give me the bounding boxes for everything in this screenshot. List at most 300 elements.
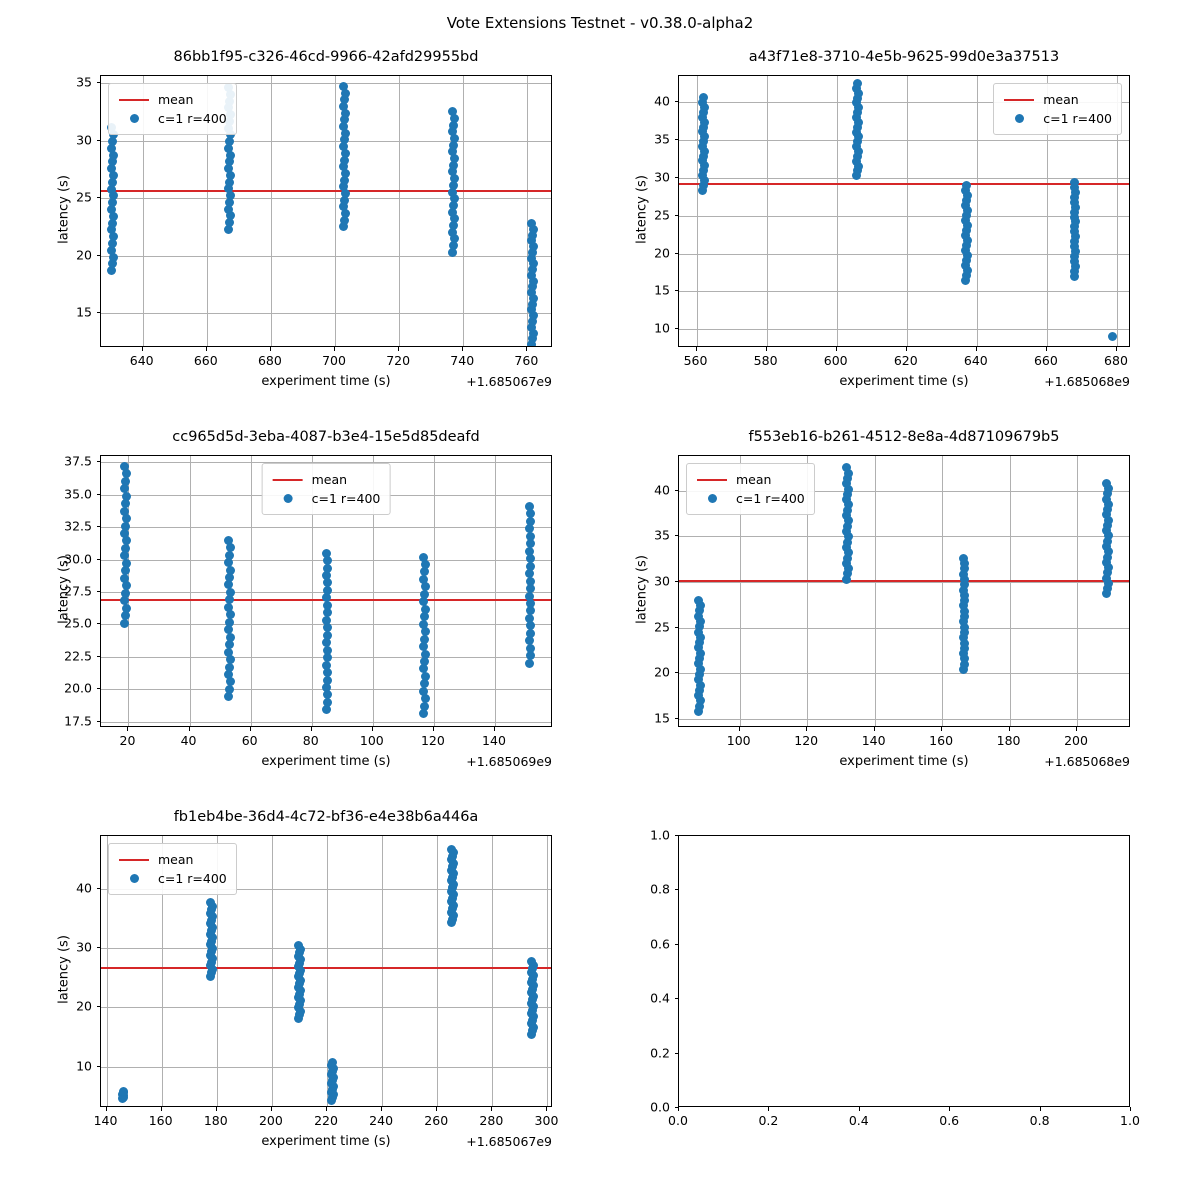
gridline-vertical — [837, 76, 838, 346]
chart-panel — [634, 429, 1130, 769]
gridline-vertical — [271, 76, 272, 346]
x-tick-mark — [491, 1107, 492, 1111]
data-point — [525, 502, 534, 511]
y-tick-mark — [97, 526, 101, 527]
x-tick-label: 640 — [963, 353, 988, 368]
x-tick-label: 680 — [257, 353, 282, 368]
x-tick-label: 180 — [203, 1113, 228, 1128]
chart-panel — [56, 49, 552, 389]
x-tick-label: 260 — [424, 1113, 449, 1128]
data-point — [525, 614, 534, 623]
gridline-horizontal — [101, 198, 551, 199]
x-tick-label: 100 — [359, 733, 384, 748]
gridline-horizontal — [679, 536, 1129, 537]
mean-line-swatch — [118, 99, 150, 101]
legend-label-mean: mean — [311, 472, 348, 487]
x-axis-offset-label: +1.685068e9 — [1044, 754, 1130, 769]
x-tick-label: 20 — [119, 733, 136, 748]
y-tick-mark — [675, 998, 679, 999]
x-tick-label: 280 — [479, 1113, 504, 1128]
x-tick-label: 160 — [929, 733, 954, 748]
mean-line — [101, 190, 551, 192]
x-tick-mark — [398, 347, 399, 351]
x-tick-mark — [433, 727, 434, 731]
x-tick-mark — [1130, 1107, 1131, 1111]
y-tick-mark — [675, 1053, 679, 1054]
x-tick-mark — [206, 347, 207, 351]
y-tick-mark — [97, 559, 101, 560]
y-axis-label: latency (s) — [56, 555, 72, 624]
x-tick-label: 580 — [753, 353, 778, 368]
x-tick-label: 560 — [683, 353, 708, 368]
gridline-horizontal — [679, 582, 1129, 583]
gridline-vertical — [1010, 456, 1011, 726]
data-point — [122, 559, 131, 568]
y-tick-label: 25 — [76, 189, 92, 205]
series-marker-swatch — [1003, 114, 1035, 123]
x-axis-label: experiment time (s) — [261, 754, 391, 769]
data-point — [224, 603, 233, 612]
x-tick-mark — [976, 347, 977, 351]
x-tick-label: 0.0 — [668, 1113, 688, 1128]
data-point — [1108, 332, 1117, 341]
y-axis-label: latency (s) — [634, 555, 650, 624]
gridline-horizontal — [679, 140, 1129, 141]
y-tick-mark — [675, 627, 679, 628]
data-point — [525, 659, 534, 668]
data-point — [420, 590, 429, 599]
legend-dot-icon — [130, 114, 139, 123]
x-tick-mark — [766, 347, 767, 351]
data-point — [959, 554, 968, 563]
x-tick-label: 660 — [193, 353, 218, 368]
x-tick-mark — [768, 1107, 769, 1111]
x-tick-mark — [696, 347, 697, 351]
gridline-vertical — [875, 456, 876, 726]
y-axis-label: latency (s) — [56, 935, 72, 1004]
x-tick-label: 60 — [241, 733, 258, 748]
data-point — [323, 646, 332, 655]
x-tick-mark — [678, 1107, 679, 1111]
data-point — [121, 544, 130, 553]
data-point — [225, 685, 234, 694]
y-tick-label: 15 — [654, 710, 670, 726]
chart-legend — [686, 463, 815, 515]
x-tick-mark — [949, 1107, 950, 1111]
y-tick-label: 1.0 — [650, 827, 670, 843]
x-tick-label: 140 — [861, 733, 886, 748]
gridline-horizontal — [679, 628, 1129, 629]
chart-panel — [650, 827, 1140, 1128]
y-axis-label: latency (s) — [634, 175, 650, 244]
x-tick-label: 160 — [148, 1113, 173, 1128]
mean-line — [101, 967, 551, 969]
x-tick-mark — [161, 1107, 162, 1111]
mean-line-swatch — [1003, 99, 1035, 101]
y-tick-mark — [675, 328, 679, 329]
x-axis-label: experiment time (s) — [839, 754, 969, 769]
x-tick-mark — [859, 1107, 860, 1111]
gridline-vertical — [434, 456, 435, 726]
y-tick-mark — [97, 140, 101, 141]
legend-entry-mean — [118, 90, 227, 109]
legend-entry-series — [696, 489, 805, 508]
gridline-horizontal — [101, 722, 551, 723]
gridline-vertical — [907, 76, 908, 346]
y-tick-label: 20 — [76, 247, 92, 263]
y-tick-label: 30 — [654, 169, 670, 185]
gridline-horizontal — [679, 254, 1129, 255]
gridline-horizontal — [679, 329, 1129, 330]
legend-line-icon — [119, 859, 149, 861]
legend-entry-mean — [118, 850, 227, 869]
data-point — [322, 616, 331, 625]
y-tick-mark — [97, 255, 101, 256]
x-axis-label: experiment time (s) — [839, 374, 969, 389]
y-tick-label: 20.0 — [64, 680, 92, 696]
data-point — [420, 702, 429, 711]
x-tick-mark — [216, 1107, 217, 1111]
data-point — [527, 219, 536, 228]
legend-entry-series — [272, 489, 381, 508]
x-tick-label: 200 — [258, 1113, 283, 1128]
x-tick-mark — [1076, 727, 1077, 731]
x-tick-label: 0.2 — [758, 1113, 779, 1128]
data-point — [526, 517, 535, 526]
gridline-horizontal — [101, 948, 551, 949]
y-tick-label: 35 — [76, 74, 92, 90]
mean-line-swatch — [118, 859, 150, 861]
y-tick-label: 0.4 — [650, 990, 670, 1006]
data-point — [526, 644, 535, 653]
mean-line — [679, 183, 1129, 185]
x-tick-label: 0.8 — [1029, 1113, 1050, 1128]
x-tick-mark — [381, 1107, 382, 1111]
y-tick-mark — [675, 177, 679, 178]
chart-legend — [993, 83, 1122, 135]
data-point — [323, 631, 332, 640]
series-marker-swatch — [118, 114, 150, 123]
data-point — [226, 633, 235, 642]
data-point — [419, 620, 428, 629]
x-tick-mark — [127, 727, 128, 731]
y-tick-label: 20 — [654, 664, 670, 680]
gridline-horizontal — [679, 291, 1129, 292]
y-tick-label: 10 — [654, 320, 670, 336]
gridline-horizontal — [101, 1067, 551, 1068]
y-tick-label: 30 — [76, 939, 92, 955]
x-tick-mark — [436, 1107, 437, 1111]
y-tick-label: 22.5 — [64, 648, 92, 664]
legend-label-series: c=1 r=400 — [158, 871, 227, 886]
data-point — [526, 562, 535, 571]
y-tick-mark — [675, 581, 679, 582]
y-tick-label: 25.0 — [64, 615, 92, 631]
gridline-vertical — [335, 76, 336, 346]
x-tick-label: 200 — [1064, 733, 1088, 748]
x-tick-mark — [906, 347, 907, 351]
y-tick-label: 0.0 — [650, 1099, 670, 1115]
y-tick-mark — [675, 215, 679, 216]
x-tick-label: 240 — [369, 1113, 394, 1128]
data-point — [962, 181, 971, 190]
legend-line-icon — [1004, 99, 1034, 101]
y-tick-label: 37.5 — [64, 453, 92, 469]
data-point — [419, 553, 428, 562]
data-point — [526, 629, 535, 638]
chart-legend — [262, 463, 391, 515]
x-tick-label: 600 — [823, 353, 848, 368]
y-tick-mark — [97, 888, 101, 889]
chart-title: a43f71e8-3710-4e5b-9625-99d0e3a37513 — [748, 49, 1060, 65]
legend-line-icon — [697, 479, 727, 481]
legend-label-series: c=1 r=400 — [311, 491, 381, 506]
y-tick-mark — [97, 82, 101, 83]
x-axis-offset-label: +1.685067e9 — [466, 1134, 552, 1149]
y-tick-label: 30 — [76, 132, 92, 148]
x-tick-mark — [142, 347, 143, 351]
legend-entry-series — [1003, 109, 1112, 128]
x-tick-label: 760 — [514, 353, 539, 368]
x-tick-mark — [372, 727, 373, 731]
data-point — [328, 1058, 337, 1067]
data-point — [322, 549, 331, 558]
x-tick-label: 40 — [180, 733, 197, 748]
x-tick-label: 140 — [93, 1113, 118, 1128]
y-tick-label: 30.0 — [64, 551, 92, 567]
x-tick-label: 1.0 — [1120, 1113, 1140, 1128]
data-point — [224, 536, 233, 545]
y-tick-label: 40 — [654, 482, 670, 498]
gridline-horizontal — [679, 719, 1129, 720]
x-axis-offset-label: +1.685067e9 — [466, 374, 552, 389]
x-tick-label: 80 — [302, 733, 319, 748]
x-tick-mark — [271, 1107, 272, 1111]
data-point — [421, 605, 430, 614]
x-tick-mark — [836, 347, 837, 351]
x-tick-label: 740 — [450, 353, 475, 368]
y-tick-label: 15 — [654, 282, 670, 298]
x-tick-mark — [1040, 1107, 1041, 1111]
gridline-horizontal — [101, 527, 551, 528]
data-point — [120, 462, 129, 471]
gridline-horizontal — [101, 141, 551, 142]
y-tick-mark — [675, 1107, 679, 1108]
legend-line-icon — [119, 99, 149, 101]
y-tick-mark — [97, 197, 101, 198]
x-axis-offset-label: +1.685068e9 — [1044, 374, 1130, 389]
legend-label-series: c=1 r=400 — [1043, 111, 1112, 126]
legend-entry-mean — [696, 470, 805, 489]
data-point — [120, 574, 129, 583]
y-tick-mark — [675, 101, 679, 102]
gridline-horizontal — [679, 673, 1129, 674]
y-tick-label: 10 — [76, 1058, 92, 1074]
legend-label-series: c=1 r=400 — [736, 491, 805, 506]
x-tick-label: 180 — [996, 733, 1021, 748]
data-point — [421, 672, 430, 681]
y-tick-mark — [675, 290, 679, 291]
y-tick-mark — [675, 889, 679, 890]
x-tick-label: 0.4 — [848, 1113, 869, 1128]
x-tick-label: 660 — [1033, 353, 1058, 368]
y-tick-mark — [97, 721, 101, 722]
y-tick-mark — [97, 461, 101, 462]
y-tick-mark — [675, 672, 679, 673]
chart-title: cc965d5d-3eba-4087-b3e4-15e5d85deafd — [172, 429, 480, 445]
x-tick-mark — [326, 1107, 327, 1111]
x-axis-label: experiment time (s) — [261, 1134, 391, 1149]
legend-label-mean: mean — [736, 472, 772, 487]
y-tick-label: 20 — [76, 998, 92, 1014]
y-tick-label: 0.8 — [650, 881, 670, 897]
x-tick-mark — [462, 347, 463, 351]
y-tick-mark — [97, 947, 101, 948]
chart-title: fb1eb4be-36d4-4c72-bf36-e4e38b6a446a — [173, 809, 479, 825]
y-tick-label: 35.0 — [64, 486, 92, 502]
data-point — [694, 596, 703, 605]
plot-area — [678, 835, 1130, 1107]
gridline-vertical — [463, 76, 464, 346]
data-point — [447, 845, 456, 854]
y-tick-label: 27.5 — [64, 583, 92, 599]
x-tick-label: 100 — [726, 733, 751, 748]
y-tick-label: 25 — [654, 207, 670, 223]
gridline-vertical — [495, 456, 496, 726]
y-tick-label: 35 — [654, 131, 670, 147]
gridline-vertical — [190, 456, 191, 726]
gridline-vertical — [1077, 456, 1078, 726]
x-tick-label: 140 — [482, 733, 506, 748]
x-tick-mark — [739, 727, 740, 731]
legend-entry-series — [118, 109, 227, 128]
x-tick-mark — [874, 727, 875, 731]
gridline-horizontal — [679, 216, 1129, 217]
legend-label-mean: mean — [158, 852, 194, 867]
y-tick-label: 30 — [654, 573, 670, 589]
x-tick-mark — [494, 727, 495, 731]
y-tick-mark — [675, 139, 679, 140]
data-point — [526, 532, 535, 541]
legend-entry-mean — [272, 470, 381, 489]
legend-entry-mean — [1003, 90, 1112, 109]
chart-panel — [634, 49, 1130, 389]
y-tick-mark — [675, 718, 679, 719]
data-point — [1102, 479, 1111, 488]
chart-legend — [108, 83, 237, 135]
data-point — [226, 588, 235, 597]
data-point — [323, 586, 332, 595]
legend-line-icon — [273, 479, 303, 481]
x-tick-mark — [334, 347, 335, 351]
mean-line-swatch — [696, 479, 728, 481]
gridline-vertical — [251, 456, 252, 726]
x-tick-mark — [941, 727, 942, 731]
y-tick-label: 17.5 — [64, 713, 92, 729]
x-tick-mark — [270, 347, 271, 351]
y-tick-mark — [675, 835, 679, 836]
gridline-vertical — [547, 836, 548, 1106]
data-point — [323, 601, 332, 610]
y-tick-mark — [97, 656, 101, 657]
y-tick-mark — [97, 1006, 101, 1007]
y-tick-label: 35 — [654, 527, 670, 543]
x-tick-mark — [546, 1107, 547, 1111]
y-tick-label: 32.5 — [64, 518, 92, 534]
mean-line-swatch — [272, 479, 304, 481]
y-tick-mark — [675, 253, 679, 254]
series-marker-swatch — [696, 494, 728, 503]
x-axis-label: experiment time (s) — [261, 374, 391, 389]
gridline-vertical — [977, 76, 978, 346]
gridline-horizontal — [101, 1007, 551, 1008]
gridline-horizontal — [679, 178, 1129, 179]
gridline-vertical — [437, 836, 438, 1106]
gridline-vertical — [942, 456, 943, 726]
x-tick-mark — [250, 727, 251, 731]
gridline-vertical — [399, 76, 400, 346]
x-tick-mark — [526, 347, 527, 351]
chart-legend — [108, 843, 237, 895]
x-tick-mark — [311, 727, 312, 731]
legend-label-mean: mean — [158, 92, 194, 107]
gridline-vertical — [272, 836, 273, 1106]
y-tick-label: 40 — [76, 880, 92, 896]
y-tick-label: 0.2 — [650, 1045, 670, 1061]
y-tick-mark — [675, 490, 679, 491]
legend-dot-icon — [1015, 114, 1024, 123]
x-tick-mark — [106, 1107, 107, 1111]
mean-line — [679, 580, 1129, 582]
figure-suptitle: Vote Extensions Testnet - v0.38.0-alpha2 — [446, 14, 754, 32]
y-tick-label: 40 — [654, 93, 670, 109]
x-tick-label: 300 — [534, 1113, 559, 1128]
y-tick-mark — [97, 688, 101, 689]
x-tick-label: 700 — [322, 353, 346, 368]
y-axis-label: latency (s) — [56, 175, 72, 244]
series-marker-swatch — [118, 874, 150, 883]
legend-dot-icon — [708, 494, 717, 503]
chart-panel — [56, 429, 552, 769]
legend-label-series: c=1 r=400 — [158, 111, 227, 126]
chart-panel — [56, 809, 559, 1149]
x-tick-label: 120 — [794, 733, 819, 748]
x-axis-offset-label: +1.685069e9 — [466, 754, 552, 769]
legend-entry-series — [118, 869, 227, 888]
data-point — [121, 589, 130, 598]
legend-dot-icon — [130, 874, 139, 883]
data-point — [323, 698, 332, 707]
y-tick-mark — [97, 623, 101, 624]
y-tick-label: 20 — [654, 245, 670, 261]
data-point — [225, 618, 234, 627]
x-tick-label: 680 — [1104, 353, 1128, 368]
y-tick-mark — [97, 591, 101, 592]
x-tick-mark — [1009, 727, 1010, 731]
y-tick-label: 25 — [654, 619, 670, 635]
x-tick-label: 120 — [420, 733, 445, 748]
x-tick-mark — [1046, 347, 1047, 351]
legend-label-mean: mean — [1043, 92, 1079, 107]
gridline-vertical — [492, 836, 493, 1106]
y-tick-mark — [97, 1066, 101, 1067]
chart-title: 86bb1f95-c326-46cd-9966-42afd29955bd — [173, 49, 479, 65]
y-tick-label: 0.6 — [650, 936, 670, 952]
gridline-horizontal — [101, 256, 551, 257]
data-point — [526, 577, 535, 586]
gridline-horizontal — [101, 313, 551, 314]
y-tick-mark — [97, 312, 101, 313]
